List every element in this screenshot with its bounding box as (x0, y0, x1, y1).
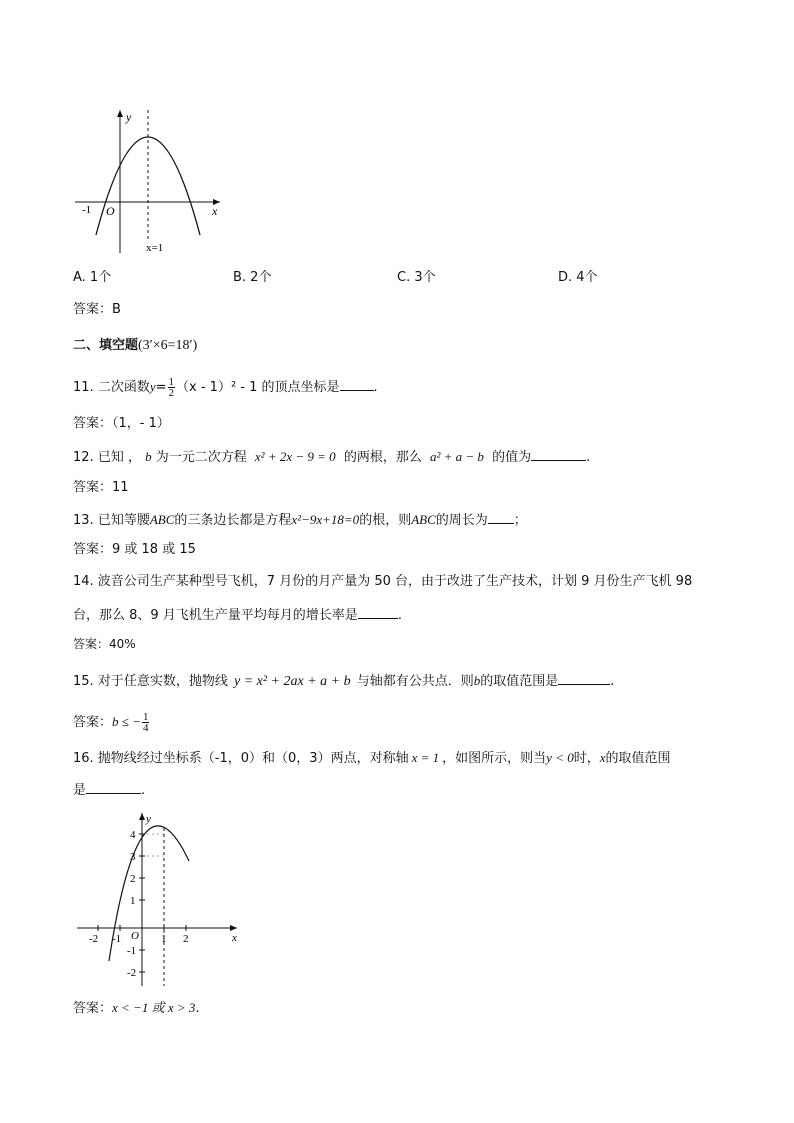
parabola-graph-1 (70, 105, 230, 255)
q10-option-c: C. 3个 (397, 270, 436, 285)
section-2-heading (73, 338, 197, 354)
graph2-x-tick-neg2: -2 (89, 933, 99, 945)
q10-option-b: B. 2个 (233, 270, 272, 285)
question-14-line-2: 台，那么 8、9 月飞机生产量平均每月的增长率是 . (73, 608, 402, 623)
parabola-graph-2 (72, 808, 247, 990)
question-16-line-2: 是 . (73, 783, 146, 798)
graph2-y-tick-3: 3 (130, 851, 136, 863)
question-16-line-1: 16. 抛物线经过坐标系（-1，0）和（0，3）两点，对称轴 x = 1 ，如图所示，则当y < 0时，x的取值范围 (73, 750, 671, 766)
q14-blank (358, 606, 398, 619)
graph2-y-tick-neg2: -2 (127, 967, 137, 979)
graph2-x-tick-2: 2 (183, 933, 189, 945)
graph2-x-tick-1: 1 (161, 933, 167, 945)
q13-answer: 答案：9 或 18 或 15 (73, 542, 196, 557)
graph1-axis-eq-label: x=1 (146, 242, 164, 254)
graph1-origin-label: O (106, 204, 115, 218)
question-14-line-1: 14. 波音公司生产某种型号飞机，7 月份的月产量为 50 台，由于改进了生产技术，计划 9 月份生产飞机 98 (73, 574, 693, 589)
section-2-score: (3′×6=18′) (138, 338, 198, 353)
graph2-y-tick-4: 4 (130, 829, 136, 841)
q12-blank (531, 448, 586, 461)
graph1-x-label: x (212, 204, 218, 218)
q12-answer: 答案：11 (73, 480, 129, 495)
graph2-y-tick-neg1: -1 (127, 945, 137, 957)
graph2-origin-label: O (131, 930, 139, 942)
q11-answer: 答案：（1，- 1） (73, 416, 170, 431)
question-15: 15. 对于任意实数，抛物线 y = x² + 2ax + a + b 与轴都有公共点．则b的取值范围是 . (73, 673, 615, 689)
q15-answer-fraction: $\frac{1}{4}$ (142, 711, 149, 734)
section-2-title: 二、填空题 (73, 338, 139, 353)
q15-answer: 答案：b ≤ − $\frac{1}{4}$ (73, 711, 149, 734)
q10-option-d: D. 4个 (558, 270, 598, 285)
question-13: 13. 已知等腰ABC的三条边长都是方程x²−9x+18=0的根，则ABC的周长为 ； (73, 512, 527, 528)
q10-option-a: A. 1个 (73, 270, 112, 285)
graph1-neg-one-label: -1 (82, 204, 92, 216)
q11-fraction: $\frac{1}{2}$ (168, 376, 175, 399)
graph2-x-tick-neg1: -1 (112, 933, 122, 945)
q13-blank (488, 511, 514, 524)
question-12: 12. 已知 ， b 为一元二次方程 x² + 2x − 9 = 0 的两根，那么 a² + a − b 的值为 . (73, 449, 591, 465)
graph2-y-label: y (146, 813, 151, 825)
graph2-y-tick-2: 2 (130, 873, 136, 885)
graph1-y-label: y (126, 110, 132, 124)
q16-answer: 答案：x < −1 或 x > 3. (73, 1000, 200, 1016)
q11-blank (340, 378, 374, 391)
q15-blank (558, 672, 610, 685)
q14-answer: 答案：40% (73, 637, 136, 651)
q16-blank (86, 781, 141, 794)
q10-answer: 答案：B (73, 302, 121, 317)
graph2-y-tick-1: 1 (130, 895, 136, 907)
question-11: 11. 二次函数y= $\frac{1}{2}$ （x - 1）² - 1 的顶点坐标是 . (73, 376, 378, 399)
graph2-x-label: x (232, 932, 237, 944)
